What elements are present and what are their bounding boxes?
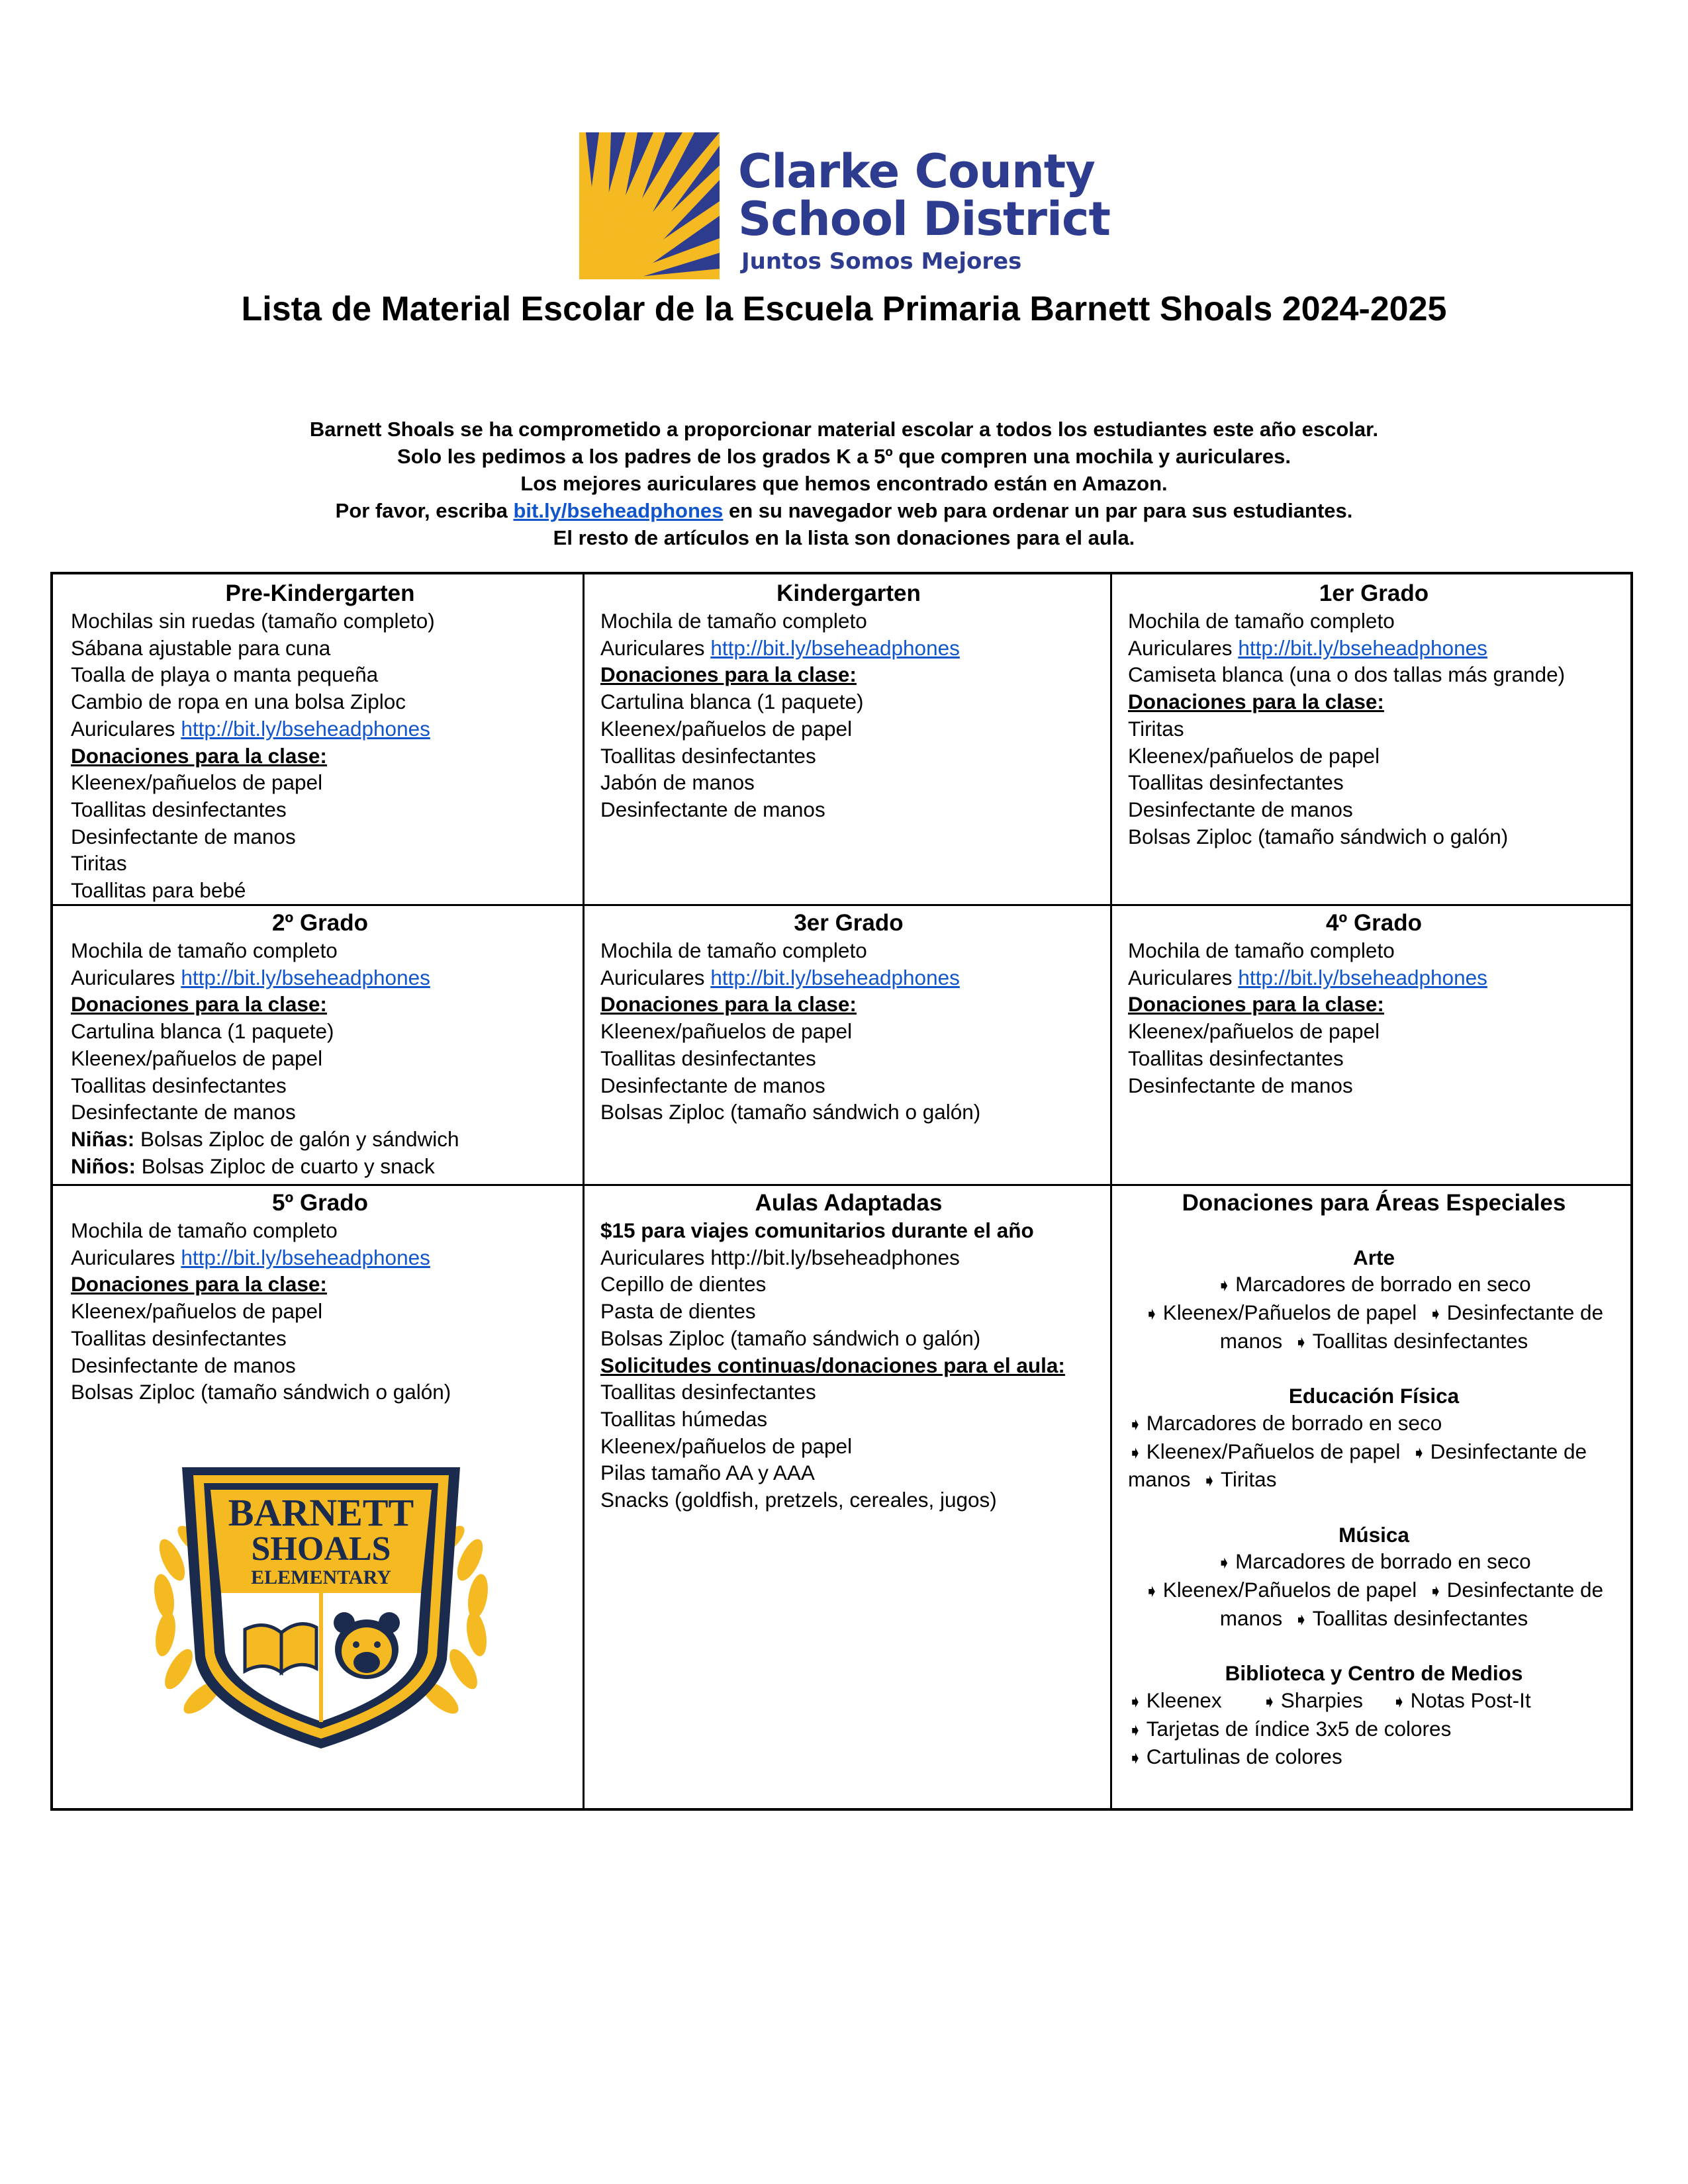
grade-title: Kindergarten <box>776 580 921 606</box>
bullet-icon: ➧ <box>1217 1275 1232 1296</box>
list-item: Kleenex/pañuelos de papel <box>71 1046 323 1070</box>
district-name-line1: Clarke County <box>738 144 1095 199</box>
list-item: Niños: Bolsas Ziploc de cuarto y snack <box>71 1154 435 1178</box>
list-item: Bolsas Ziploc (tamaño sándwich o galón) <box>1128 824 1509 848</box>
list-item: Desinfectante de manos <box>600 1073 825 1097</box>
cell-grade2 <box>53 904 583 1184</box>
bullet-icon: ➧ <box>1144 1581 1159 1602</box>
district-name-line2: School District <box>738 192 1110 246</box>
list-item: Kleenex/pañuelos de papel <box>1128 743 1380 768</box>
list-item: Kleenex/pañuelos de papel <box>71 770 323 795</box>
headphones-link[interactable]: http://bit.ly/bseheadphones <box>181 965 430 989</box>
crest-line1: BARNETT <box>228 1491 414 1534</box>
bullet-icon: ➧ <box>1128 1691 1143 1711</box>
donations-heading: Donaciones para la clase: <box>600 662 857 687</box>
bullet-icon: ➧ <box>1293 1332 1309 1352</box>
list-item: Jabón de manos <box>600 770 755 795</box>
list-item: Cartulina blanca (1 paquete) <box>71 1019 334 1044</box>
list-item: Mochila de tamaño completo <box>600 609 867 633</box>
list-item: Desinfectante de manos <box>71 824 296 848</box>
list-item: manos ➧ Toallitas desinfectantes <box>1128 1328 1620 1356</box>
donations-heading: Donaciones para la clase: <box>71 992 327 1017</box>
bullet-icon: ➧ <box>1128 1748 1143 1768</box>
list-item: ➧ Cartulinas de colores <box>1128 1743 1620 1772</box>
grade-title: 5º Grado <box>271 1190 369 1216</box>
bullet-icon: ➧ <box>1428 1304 1443 1324</box>
crest-line2: SHOALS <box>251 1530 391 1568</box>
list-item: Toallitas desinfectantes <box>71 797 287 821</box>
grade-title: 3er Grado <box>794 910 904 936</box>
headphones-link[interactable]: http://bit.ly/bseheadphones <box>181 1245 430 1269</box>
list-item: Bolsas Ziploc (tamaño sándwich o galón) <box>600 1100 981 1124</box>
list-item: Auriculares http://bit.ly/bseheadphones <box>600 635 960 660</box>
donations-heading: Donaciones para la clase: <box>600 992 857 1017</box>
subsection-heading: Música <box>1338 1522 1409 1547</box>
list-item: ➧ Kleenex ➧ Sharpies ➧ Notas Post-It <box>1128 1687 1620 1715</box>
cell-special-areas <box>1110 1184 1633 1808</box>
list-item: Desinfectante de manos <box>71 1100 296 1124</box>
list-item: Toallitas desinfectantes <box>1128 1046 1344 1070</box>
list-item: Kleenex/pañuelos de papel <box>1128 1019 1380 1044</box>
school-crest-logo <box>146 1461 496 1752</box>
book-icon <box>245 1624 316 1672</box>
bullet-icon: ➧ <box>1217 1553 1232 1573</box>
list-item: Mochila de tamaño completo <box>1128 938 1395 962</box>
list-item: Toallitas desinfectantes <box>600 1046 816 1070</box>
donations-heading: Donaciones para la clase: <box>1128 992 1384 1017</box>
list-item: Bolsas Ziploc (tamaño sándwich o galón) <box>600 1326 981 1350</box>
grade-title: Pre-Kindergarten <box>225 580 415 606</box>
list-item: Mochila de tamaño completo <box>600 938 867 962</box>
headphones-link[interactable]: http://bit.ly/bseheadphones <box>181 716 430 741</box>
section-title: Donaciones para Áreas Especiales <box>1182 1190 1566 1216</box>
headphones-link[interactable]: http://bit.ly/bseheadphones <box>1238 635 1487 660</box>
bullet-icon: ➧ <box>1293 1609 1309 1629</box>
list-item: Kleenex/pañuelos de papel <box>600 716 853 741</box>
list-item: ➧ Marcadores de borrado en seco <box>1128 1548 1620 1576</box>
intro-line: Barnett Shoals se ha comprometido a proporcionar material escolar a todos los estudiantes este año escolar. <box>309 418 1379 441</box>
intro-line: Solo les pedimos a los padres de los grados K a 5º que compren una mochila y auriculares. <box>397 445 1291 468</box>
list-item: Mochilas sin ruedas (tamaño completo) <box>71 609 435 633</box>
cell-grade4 <box>1110 904 1633 1184</box>
sunburst-logo-icon <box>579 132 720 279</box>
bullet-icon: ➧ <box>1128 1414 1143 1434</box>
bullet-icon: ➧ <box>1144 1304 1159 1324</box>
bullet-icon: ➧ <box>1128 1719 1143 1740</box>
grade-title: 2º Grado <box>271 910 369 936</box>
list-item: Auriculares http://bit.ly/bseheadphones <box>600 1245 960 1269</box>
list-item: $15 para viajes comunitarios durante el año <box>600 1218 1034 1242</box>
list-item: manos ➧ Toallitas desinfectantes <box>1128 1605 1620 1633</box>
list-item: Auriculares http://bit.ly/bseheadphones <box>71 965 430 989</box>
list-item: Snacks (goldfish, pretzels, cereales, jugos) <box>600 1488 997 1512</box>
list-item: Desinfectante de manos <box>600 797 825 821</box>
list-item: Auriculares http://bit.ly/bseheadphones <box>1128 965 1487 989</box>
cell-adapted-classrooms <box>583 1184 1110 1808</box>
cell-kindergarten <box>583 574 1110 904</box>
list-item: ➧ Kleenex/Pañuelos de papel ➧ Desinfectante de <box>1128 1299 1620 1328</box>
bullet-icon: ➧ <box>1128 1442 1143 1463</box>
list-item: Cartulina blanca (1 paquete) <box>600 690 864 714</box>
list-item: ➧ Marcadores de borrado en seco <box>1128 1271 1620 1299</box>
list-item: Toalla de playa o manta pequeña <box>71 662 379 687</box>
list-item: Desinfectante de manos <box>1128 797 1353 821</box>
list-item: Toallitas desinfectantes <box>1128 770 1344 795</box>
list-item: Mochila de tamaño completo <box>71 938 338 962</box>
list-item: Toallitas para bebé <box>71 878 246 903</box>
donations-heading: Donaciones para la clase: <box>1128 690 1384 714</box>
list-item: Auriculares http://bit.ly/bseheadphones <box>71 1245 430 1269</box>
intro-line: Por favor, escriba bit.ly/bseheadphones en su navegador web para ordenar un par para sus estudiantes. <box>335 499 1353 522</box>
donations-heading: Donaciones para la clase: <box>71 743 327 768</box>
list-item: Niñas: Bolsas Ziploc de galón y sándwich <box>71 1126 459 1151</box>
ongoing-requests-heading: Solicitudes continuas/donaciones para el aula: <box>600 1353 1065 1377</box>
page-title: Lista de Material Escolar de la Escuela Primaria Barnett Shoals 2024-2025 <box>241 290 1447 328</box>
cell-grade5 <box>53 1184 583 1808</box>
list-item: Sábana ajustable para cuna <box>71 635 331 660</box>
headphones-link[interactable]: http://bit.ly/bseheadphones <box>710 965 960 989</box>
list-item: ➧ Kleenex/Pañuelos de papel ➧ Desinfectante de <box>1128 1438 1620 1467</box>
list-item: Cepillo de dientes <box>600 1272 767 1297</box>
list-item: Toallitas desinfectantes <box>71 1326 287 1350</box>
list-item: Toallitas desinfectantes <box>600 743 816 768</box>
bear-mascot-icon <box>334 1612 400 1679</box>
district-logo <box>579 132 1122 279</box>
list-item: ➧ Kleenex/Pañuelos de papel ➧ Desinfectante de <box>1128 1576 1620 1605</box>
list-item: Kleenex/pañuelos de papel <box>600 1019 853 1044</box>
bullet-icon: ➧ <box>1262 1691 1277 1711</box>
supply-table <box>50 572 1633 1811</box>
list-item: Auriculares http://bit.ly/bseheadphones <box>600 965 960 989</box>
list-item: Pilas tamaño AA y AAA <box>600 1461 815 1485</box>
list-item: Desinfectante de manos <box>1128 1073 1353 1097</box>
list-item: Cambio de ropa en una bolsa Ziploc <box>71 690 406 714</box>
list-item: manos ➧ Tiritas <box>1128 1466 1620 1494</box>
list-item: Toallitas húmedas <box>600 1406 768 1431</box>
list-item: Kleenex/pañuelos de papel <box>600 1433 853 1458</box>
headphones-link[interactable]: http://bit.ly/bseheadphones <box>1238 965 1487 989</box>
bullet-icon: ➧ <box>1428 1581 1443 1602</box>
subsection-heading: Biblioteca y Centro de Medios <box>1225 1661 1523 1686</box>
list-item: Tiritas <box>1128 716 1184 741</box>
intro-line: El resto de artículos en la lista son donaciones para el aula. <box>553 526 1135 549</box>
section-title: Aulas Adaptadas <box>755 1190 943 1216</box>
intro-text <box>0 416 1688 551</box>
cell-grade3 <box>583 904 1110 1184</box>
subsection-heading: Educación Física <box>1288 1384 1460 1408</box>
list-item: Bolsas Ziploc (tamaño sándwich o galón) <box>71 1380 451 1404</box>
list-item: ➧ Marcadores de borrado en seco <box>1128 1410 1620 1438</box>
cell-grade1 <box>1110 574 1633 904</box>
list-item: Kleenex/pañuelos de papel <box>71 1299 323 1324</box>
bullet-icon: ➧ <box>1202 1471 1217 1491</box>
grade-title: 1er Grado <box>1319 580 1429 606</box>
list-item: ➧ Tarjetas de índice 3x5 de colores <box>1128 1715 1620 1744</box>
bullet-icon: ➧ <box>1391 1691 1407 1711</box>
intro-line: Los mejores auriculares que hemos encontrado están en Amazon. <box>520 472 1168 495</box>
list-item: Auriculares http://bit.ly/bseheadphones <box>71 716 430 741</box>
list-item: Toallitas desinfectantes <box>71 1073 287 1097</box>
grade-title: 4º Grado <box>1325 910 1423 936</box>
headphones-link[interactable]: bit.ly/bseheadphones <box>513 499 724 522</box>
crest-line3: ELEMENTARY <box>251 1567 391 1588</box>
list-item: Auriculares http://bit.ly/bseheadphones <box>1128 635 1487 660</box>
list-item: Tiritas <box>71 851 127 876</box>
donations-heading: Donaciones para la clase: <box>71 1272 327 1297</box>
subsection-heading: Arte <box>1352 1245 1395 1269</box>
cell-prek <box>53 574 583 904</box>
list-item: Camiseta blanca (una o dos tallas más grande) <box>1128 662 1566 687</box>
list-item: Desinfectante de manos <box>71 1353 296 1377</box>
list-item: Mochila de tamaño completo <box>71 1218 338 1242</box>
list-item: Toallitas desinfectantes <box>600 1380 816 1404</box>
bullet-icon: ➧ <box>1411 1442 1427 1463</box>
headphones-link[interactable]: http://bit.ly/bseheadphones <box>710 635 960 660</box>
list-item: Pasta de dientes <box>600 1299 756 1324</box>
district-tagline: Juntos Somos Mejores <box>741 248 1022 275</box>
list-item: Mochila de tamaño completo <box>1128 609 1395 633</box>
